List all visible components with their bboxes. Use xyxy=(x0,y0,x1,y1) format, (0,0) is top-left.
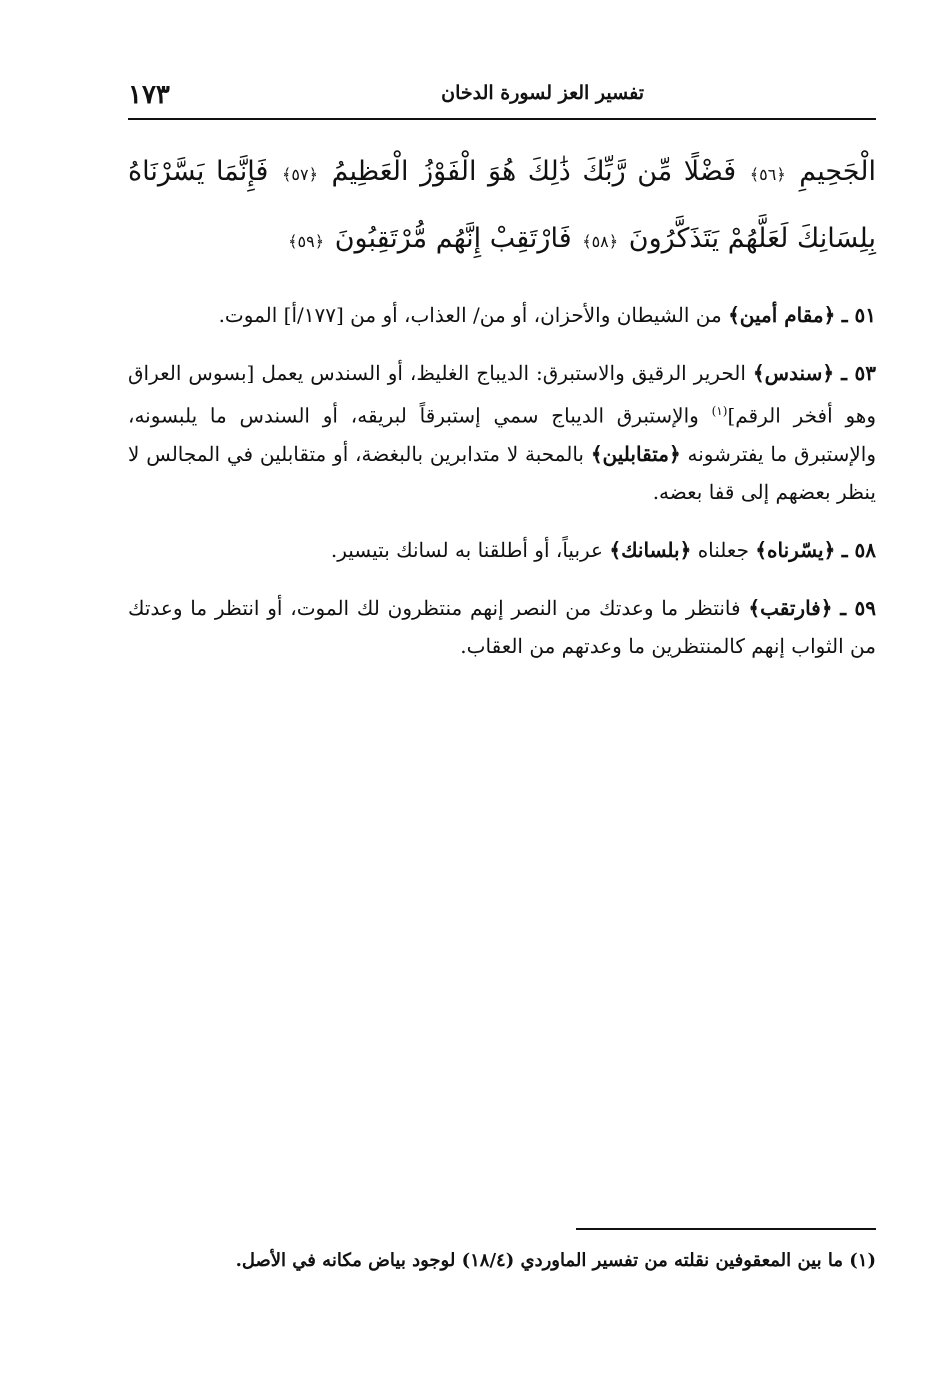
footnote-text: ما بين المعقوفين نقلته من تفسير الماوردي (١٨/٤) لوجود بياض مكانه في الأصل. xyxy=(235,1250,843,1271)
verse-text: الْجَحِيمِ xyxy=(799,156,876,187)
quoted-term: ﴿مقام أمين﴾ xyxy=(728,303,836,327)
commentary-entry xyxy=(128,296,876,334)
running-title: تفسير العز لسورة الدخان xyxy=(441,82,644,104)
commentary-text: بالمحبة لا متدابرين بالبغضة، أو متقابلين في المجالس لا ينظر بعضهم إلى قفا بعضه. xyxy=(128,441,876,504)
commentary-text: جعلناه xyxy=(697,537,749,562)
verse-text: فَإِنَّمَا يَسَّرْنَاهُ بِلِسَانِكَ لَعَلَّهُمْ يَتَذَكَّرُونَ xyxy=(128,156,876,254)
commentary-entry xyxy=(128,531,876,569)
verse-number: ٥٨ ـ xyxy=(841,537,876,562)
ayah-number-mark: ﴿٥٦﴾ xyxy=(749,165,786,184)
commentary-text: والإستبرق الديباج سمي إستبرقاً لبريقه، أو السندس ما يلبسونه، والإستبرق ما يفترشونه xyxy=(128,403,877,466)
quran-verse-block xyxy=(128,140,876,274)
commentary-entry xyxy=(128,589,876,665)
verse-number: ٥١ ـ xyxy=(841,303,876,327)
page-number: ١٧٣ xyxy=(128,80,170,110)
ayah-number-mark: ﴿٥٩﴾ xyxy=(288,232,325,251)
quoted-term: ﴿بلسانك﴾ xyxy=(609,537,692,562)
footnote-marker: (١) xyxy=(849,1250,876,1271)
page-body xyxy=(128,140,876,679)
commentary-text: من الشيطان والأحزان، أو من/ العذاب، أو من [١٧٧/أ] الموت. xyxy=(218,303,722,327)
quoted-term: ﴿فارتقب﴾ xyxy=(748,595,833,620)
verse-number: ٥٩ ـ xyxy=(840,595,877,620)
quoted-term: ﴿متقابلين﴾ xyxy=(590,441,681,466)
commentary-text: الحرير الرقيق والاستبرق: الديباج الغليظ، أو السندس يعمل [بسوس العراق وهو أفخر الرقم] xyxy=(128,361,876,428)
verse-text: فَضْلًا مِّن رَّبِّكَ ذَٰلِكَ هُوَ الْفَوْزُ الْعَظِيمُ xyxy=(331,156,737,187)
page-header xyxy=(128,74,876,120)
footnote xyxy=(128,1246,876,1276)
footnote-separator xyxy=(576,1228,876,1230)
quoted-term: ﴿سندس﴾ xyxy=(752,361,835,385)
ayah-number-mark: ﴿٥٨﴾ xyxy=(582,232,619,251)
commentary-text: فانتظر ما وعدتك من النصر إنهم منتظرون لك الموت، أو انتظر ما وعدتك من الثواب إنهم كالمنتظرين ما وعدتهم من العقاب. xyxy=(128,595,876,658)
verse-text: فَارْتَقِبْ إِنَّهُم مُّرْتَقِبُونَ xyxy=(334,223,572,254)
ayah-number-mark: ﴿٥٧﴾ xyxy=(282,165,318,184)
commentary-entry xyxy=(128,354,876,511)
quoted-term: ﴿يسّرناه﴾ xyxy=(755,537,836,562)
footnote-reference: (١) xyxy=(711,404,728,418)
verse-number: ٥٣ ـ xyxy=(841,361,877,385)
commentary-text: عربياً، أو أطلقنا به لسانك بتيسير. xyxy=(330,537,603,562)
